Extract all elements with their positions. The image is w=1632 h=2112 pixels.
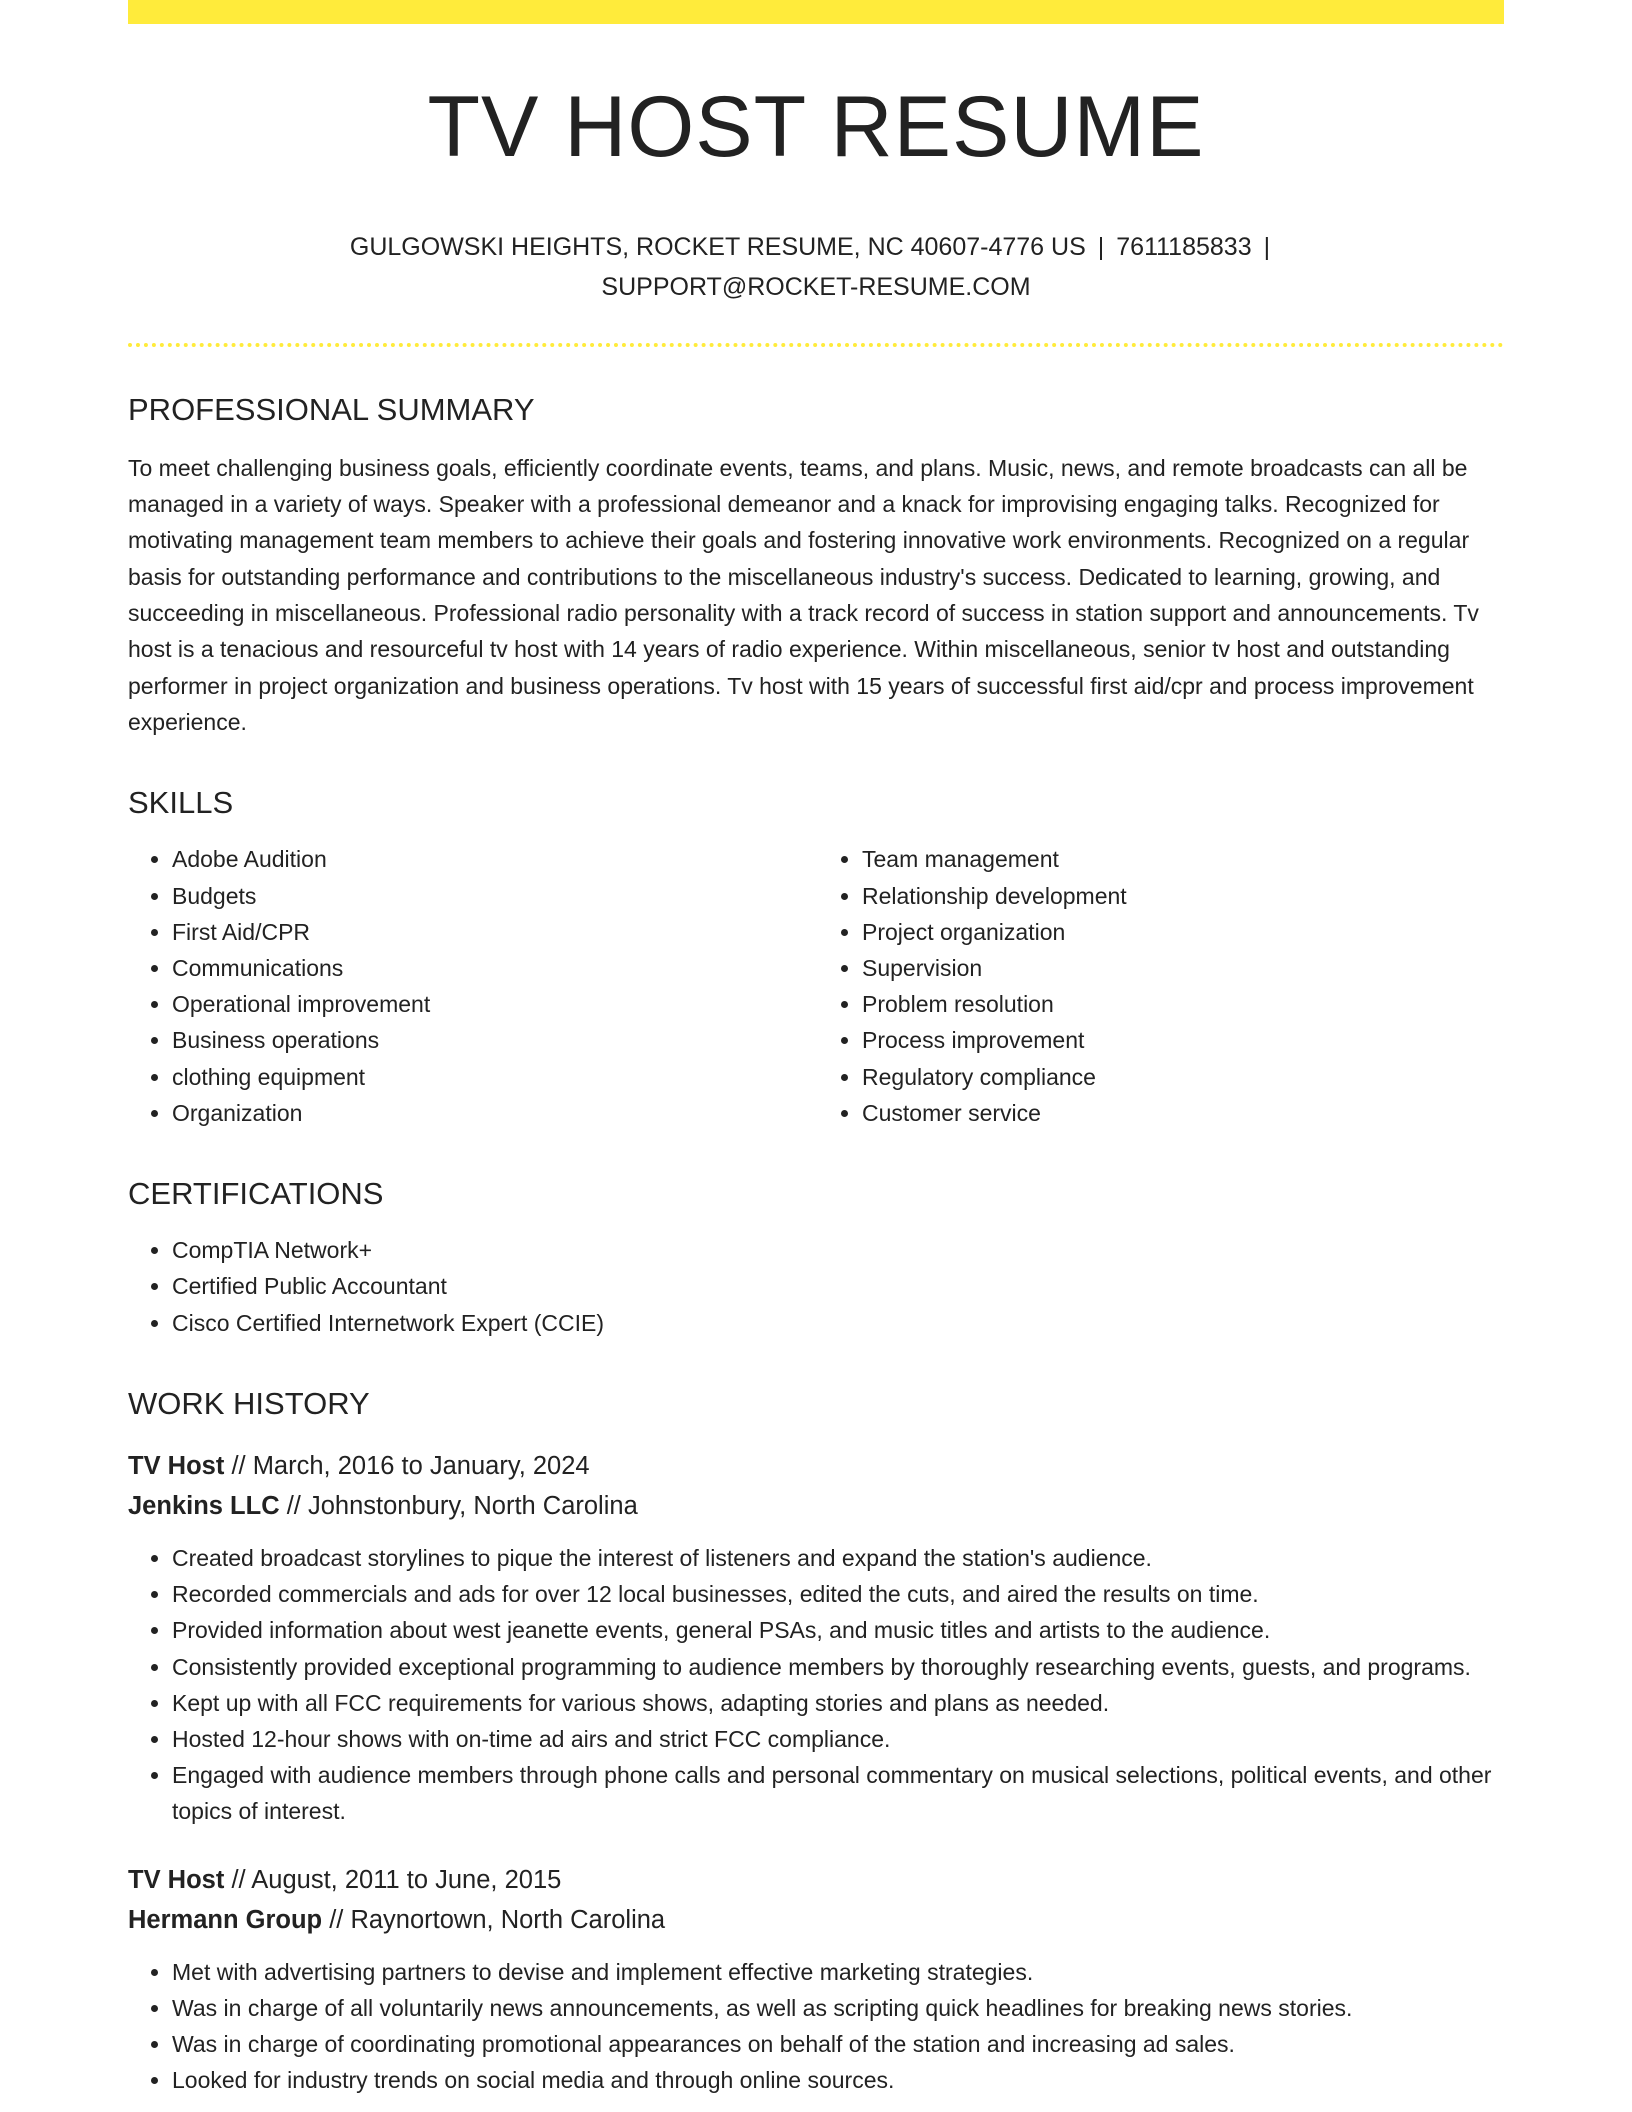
skills-column-right	[812, 841, 1502, 1131]
list-item: • Provided information about west jeanette events, general PSAs, and music titles and artists to the audience.	[172, 1612, 1504, 1648]
list-item: • Communications	[172, 950, 812, 986]
job-role: TV Host	[128, 1865, 225, 1894]
job-company: Jenkins LLC	[128, 1491, 280, 1520]
job-entry	[128, 1446, 1504, 1830]
list-item: • Regulatory compliance	[862, 1059, 1502, 1095]
job-bullets	[128, 1954, 1504, 2099]
list-item: • Engaged with audience members through phone calls and personal commentary on musical selections, political events, and other topics of interest.	[172, 1757, 1504, 1829]
section-title-skills: SKILLS	[128, 785, 234, 821]
list-item: • Project organization	[862, 914, 1502, 950]
contact-email: SUPPORT@ROCKET-RESUME.COM	[601, 272, 1031, 301]
list-item: • Customer service	[862, 1095, 1502, 1131]
list-item: • Met with advertising partners to devise and implement effective marketing strategies.	[172, 1954, 1504, 1990]
job-location: // Johnstonbury, North Carolina	[286, 1491, 638, 1520]
list-item: • Created broadcast storylines to pique the interest of listeners and expand the station's audience.	[172, 1540, 1504, 1576]
job-dates: // August, 2011 to June, 2015	[231, 1865, 562, 1894]
list-item: • Business operations	[172, 1022, 812, 1058]
list-item: • First Aid/CPR	[172, 914, 812, 950]
contact-phone: 7611185833	[1116, 232, 1252, 261]
contact-address: GULGOWSKI HEIGHTS, ROCKET RESUME, NC 40607-4776 US	[349, 232, 1086, 261]
section-title-certifications: CERTIFICATIONS	[128, 1175, 384, 1211]
skills-list	[128, 841, 1504, 1131]
list-item: • Problem resolution	[862, 986, 1502, 1022]
resume-page	[128, 0, 1504, 2098]
list-item: • Certified Public Accountant	[172, 1268, 1504, 1304]
job-role-line	[128, 1860, 1504, 1900]
job-company: Hermann Group	[128, 1905, 323, 1934]
list-item: • clothing equipment	[172, 1059, 812, 1095]
list-item: • Was in charge of coordinating promotional appearances on behalf of the station and increasing ad sales.	[172, 2026, 1504, 2062]
list-item: • Team management	[862, 841, 1502, 877]
job-company-line	[128, 1900, 1504, 1940]
list-item: • Budgets	[172, 878, 812, 914]
list-item: • Supervision	[862, 950, 1502, 986]
list-item: • Kept up with all FCC requirements for various shows, adapting stories and plans as needed.	[172, 1685, 1504, 1721]
resume-title: TV HOST RESUME	[427, 79, 1205, 175]
skills-column-left	[128, 841, 812, 1131]
section-title-summary: PROFESSIONAL SUMMARY	[128, 391, 535, 427]
list-item: • Operational improvement	[172, 986, 812, 1022]
job-entry	[128, 1860, 1504, 2099]
contact-separator: |	[1097, 232, 1105, 261]
dotted-divider	[128, 343, 1504, 347]
contact-info	[128, 227, 1504, 307]
list-item: • Cisco Certified Internetwork Expert (CCIE)	[172, 1305, 1504, 1341]
list-item: • Looked for industry trends on social media and through online sources.	[172, 2062, 1504, 2098]
list-item: • Was in charge of all voluntarily news announcements, as well as scripting quick headlines for breaking news stories.	[172, 1990, 1504, 2026]
list-item: • Adobe Audition	[172, 841, 812, 877]
list-item: • Relationship development	[862, 878, 1502, 914]
job-location: // Raynortown, North Carolina	[329, 1905, 666, 1934]
certifications-list	[128, 1232, 1504, 1341]
list-item: • Consistently provided exceptional programming to audience members by thoroughly researching events, guests, and programs.	[172, 1649, 1504, 1685]
job-dates: // March, 2016 to January, 2024	[231, 1451, 590, 1480]
contact-separator: |	[1263, 232, 1271, 261]
top-accent-bar	[128, 0, 1504, 24]
job-bullets	[128, 1540, 1504, 1830]
job-role: TV Host	[128, 1451, 225, 1480]
list-item: • CompTIA Network+	[172, 1232, 1504, 1268]
job-company-line	[128, 1486, 1504, 1526]
summary-text: To meet challenging business goals, efficiently coordinate events, teams, and plans. Music, news, and remote broadcasts can all be managed in a variety of ways. Speaker with a professional demeanor and a knack for improvising engaging talks. Recognized for motivating management team members to achieve their goals and fostering innovative work environments. Recognized on a regular basis for outstanding performance and contributions to the miscellaneous industry's success. Dedicated to learning, growing, and succeeding in miscellaneous. Professional radio personality with a track record of success in station support and announcements. Tv host is a tenacious and resourceful tv host with 14 years of radio experience. Within miscellaneous, senior tv host and outstanding performer in project organization and business operations. Tv host with 15 years of successful first aid/cpr and process improvement experience.	[128, 454, 1479, 735]
list-item: • Organization	[172, 1095, 812, 1131]
list-item: • Hosted 12-hour shows with on-time ad airs and strict FCC compliance.	[172, 1721, 1504, 1757]
job-role-line	[128, 1446, 1504, 1486]
section-title-work-history: WORK HISTORY	[128, 1385, 370, 1421]
list-item: • Recorded commercials and ads for over 12 local businesses, edited the cuts, and aired the results on time.	[172, 1576, 1504, 1612]
list-item: • Process improvement	[862, 1022, 1502, 1058]
